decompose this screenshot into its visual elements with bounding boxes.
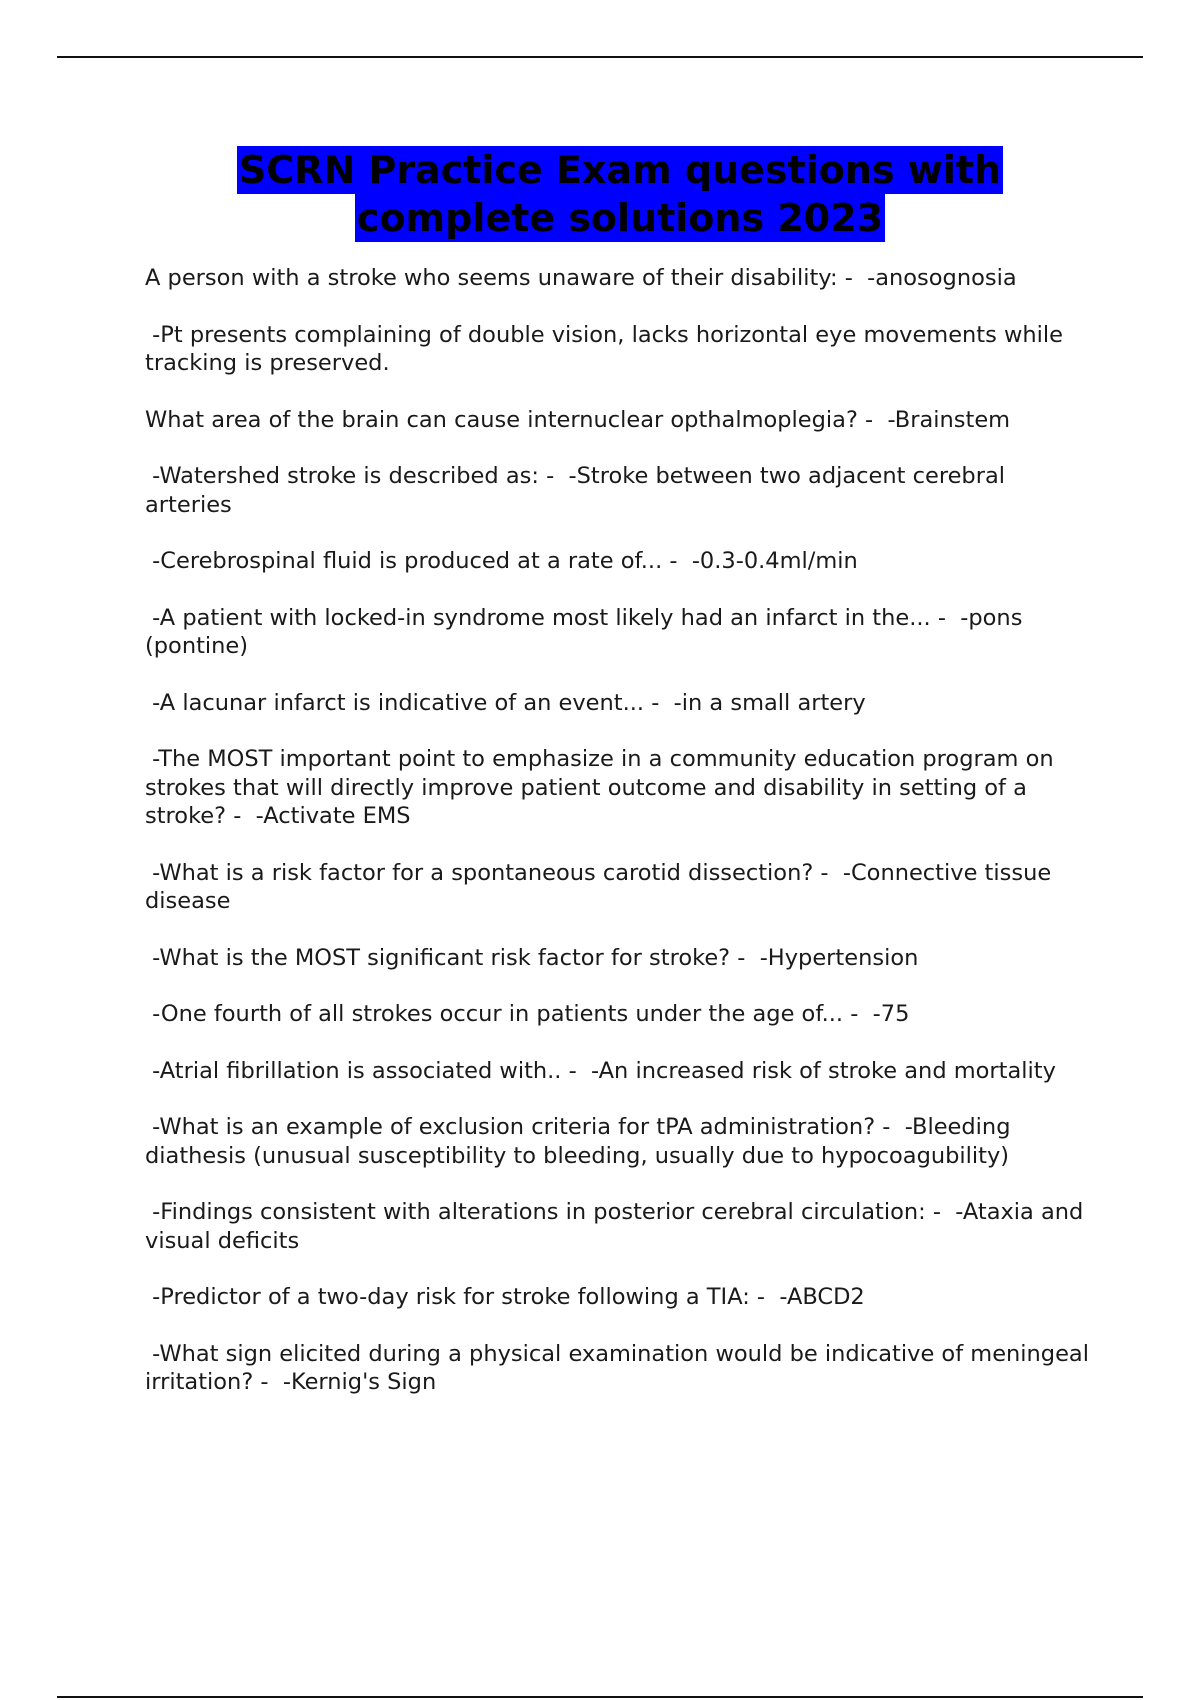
qa-item: A person with a stroke who seems unaware of their disability: - -anosognosia	[145, 265, 1017, 291]
qa-item: -One fourth of all strokes occur in patients under the age of... - -75	[145, 1001, 910, 1027]
qa-item: -What is the MOST significant risk factor for stroke? - -Hypertension	[145, 944, 919, 971]
qa-item: -Findings consistent with alterations in posterior cerebral circulation: - -Ataxia and visual deficits	[145, 1199, 1091, 1254]
qa-item: -The MOST important point to emphasize in a community education program on strokes that will directly improve patient outcome and disability in setting of a stroke? - -Activate EMS	[145, 746, 1061, 829]
question-list	[145, 264, 1095, 1425]
qa-item: -Atrial fibrillation is associated with.. - -An increased risk of stroke and mortality	[145, 1057, 1056, 1084]
qa-item: -What is a risk factor for a spontaneous carotid dissection? - -Connective tissue disease	[145, 859, 1059, 914]
qa-item: -Predictor of a two-day risk for stroke following a TIA: - -ABCD2	[145, 1284, 865, 1310]
qa-item: -Watershed stroke is described as: - -Stroke between two adjacent cerebral arteries	[145, 463, 1013, 518]
top-rule	[57, 56, 1143, 58]
qa-item: -A lacunar infarct is indicative of an event... - -in a small artery	[145, 689, 866, 716]
qa-item: -What is an example of exclusion criteria for tPA administration? - -Bleeding diathesis (unusual susceptibility to bleeding, usually due to hypocoagubility)	[145, 1114, 1018, 1169]
qa-item: -Pt presents complaining of double vision, lacks horizontal eye movements while tracking is preserved.	[145, 321, 1071, 376]
title-line-2: complete solutions 2023	[356, 196, 884, 240]
qa-item: -A patient with locked-in syndrome most likely had an infarct in the... - -pons (pontine)	[145, 604, 1030, 659]
qa-item: What area of the brain can cause internuclear opthalmoplegia? - -Brainstem	[145, 406, 1011, 433]
qa-item: -What sign elicited during a physical examination would be indicative of meningeal irritation? - -Kernig's Sign	[145, 1340, 1097, 1395]
title-line-1: SCRN Practice Exam questions with	[238, 148, 1002, 192]
qa-item: -Cerebrospinal fluid is produced at a rate of... - -0.3-0.4ml/min	[145, 548, 858, 574]
document-title	[140, 146, 1100, 242]
bottom-rule	[57, 1696, 1143, 1698]
